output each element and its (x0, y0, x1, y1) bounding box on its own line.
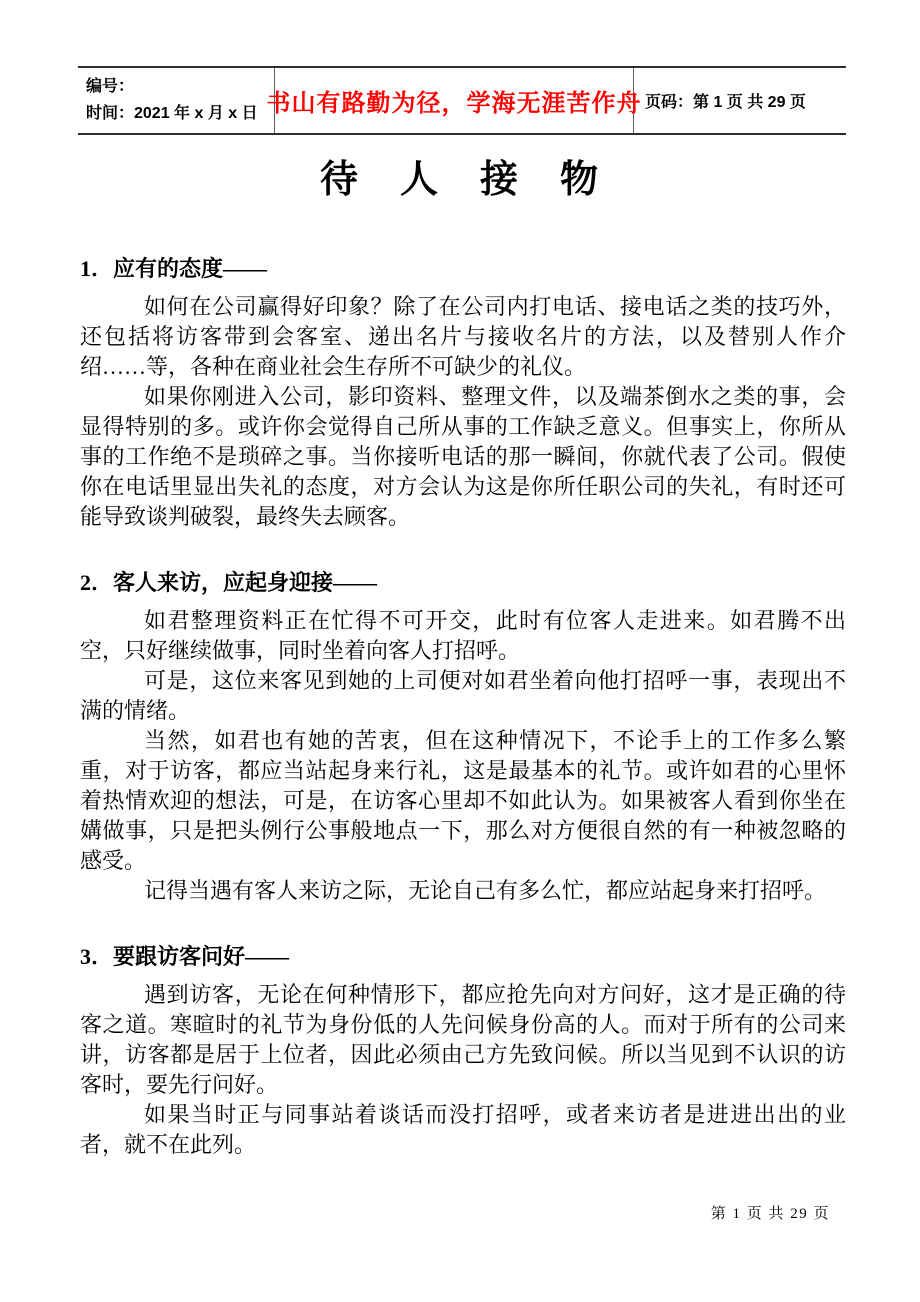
section-attitude (80, 254, 846, 532)
paragraph: 如果当时正与同事站着谈话而没打招呼，或者来访者是进进出出的业者，就不在此列。 (80, 1102, 846, 1157)
section-say-hello (80, 942, 846, 1160)
section-heading: 1．应有的态度—— (80, 256, 268, 281)
paragraph: 如君整理资料正在忙得不可开交，此时有位客人走进来。如君腾不出空，只好继续做事，同时坐着向客人打招呼。 (80, 608, 846, 663)
section-heading: 3．要跟访客问好—— (80, 944, 290, 969)
section-heading: 2．客人来访，应起身迎接—— (80, 570, 378, 595)
document-body (80, 240, 846, 1160)
section-greet-visitors-standing (80, 568, 846, 906)
header-cell-meta (78, 68, 274, 133)
paragraph: 如何在公司赢得好印象？除了在公司内打电话、接电话之类的技巧外，还包括将访客带到会客室、递出名片与接收名片的方法，以及替别人作介绍……等，各种在商业社会生存所不可缺少的礼仪。 (80, 294, 846, 379)
paragraph: 如果你刚进入公司，影印资料、整理文件，以及端茶倒水之类的事，会显得特别的多。或许你会觉得自己所从事的工作缺乏意义。但事实上，你所从事的工作绝不是琐碎之事。当你接听电话的那一瞬间，你就代表了公司。假使你在电话里显出失礼的态度，对方会认为这是你所任职公司的失礼，有时还可能导致谈判破裂，最终失去顾客。 (80, 384, 846, 529)
page-title: 待 人 接 物 (319, 159, 600, 201)
slogan-text: 书山有路勤为径，学海无涯苦作舟 (266, 91, 642, 117)
paragraph: 当然，如君也有她的苦衷，但在这种情况下，不论手上的工作多么繁重，对于访客，都应当站起身来行礼，这是最基本的礼节。或许如君的心里怀着热情欢迎的想法，可是，在访客心里却不如此认为。如果被客人看到你坐在媾做事，只是把头例行公事般地点一下，那么对方便很自然的有一种被忽略的感受。 (80, 728, 846, 873)
header-cell-slogan (266, 68, 642, 133)
doc-number-label: 编号： (86, 78, 135, 95)
footer-page-number: 第 1 页 共 29 页 (710, 1206, 830, 1222)
paragraph: 可是，这位来客见到她的上司便对如君坐着向他打招呼一事，表现出不满的情绪。 (80, 668, 846, 723)
header-cell-pagecode (634, 68, 846, 133)
page-code-text: 页码：第 1 页 共 29 页 (645, 94, 806, 111)
header-table (78, 66, 846, 135)
paragraph: 记得当遇有客人来访之际，无论自己有多么忙，都应站起身来打招呼。 (144, 878, 827, 903)
doc-time-label: 时间：2021 年 x 月 x 日 (86, 105, 258, 122)
paragraph: 遇到访客，无论在何种情形下，都应抢先向对方问好，这才是正确的待客之道。寒暄时的礼节为身份低的人先问候身份高的人。而对于所有的公司来讲，访客都是居于上位者，因此必须由己方先致问候。所以当见到不认识的访客时，要先行问好。 (80, 982, 846, 1097)
